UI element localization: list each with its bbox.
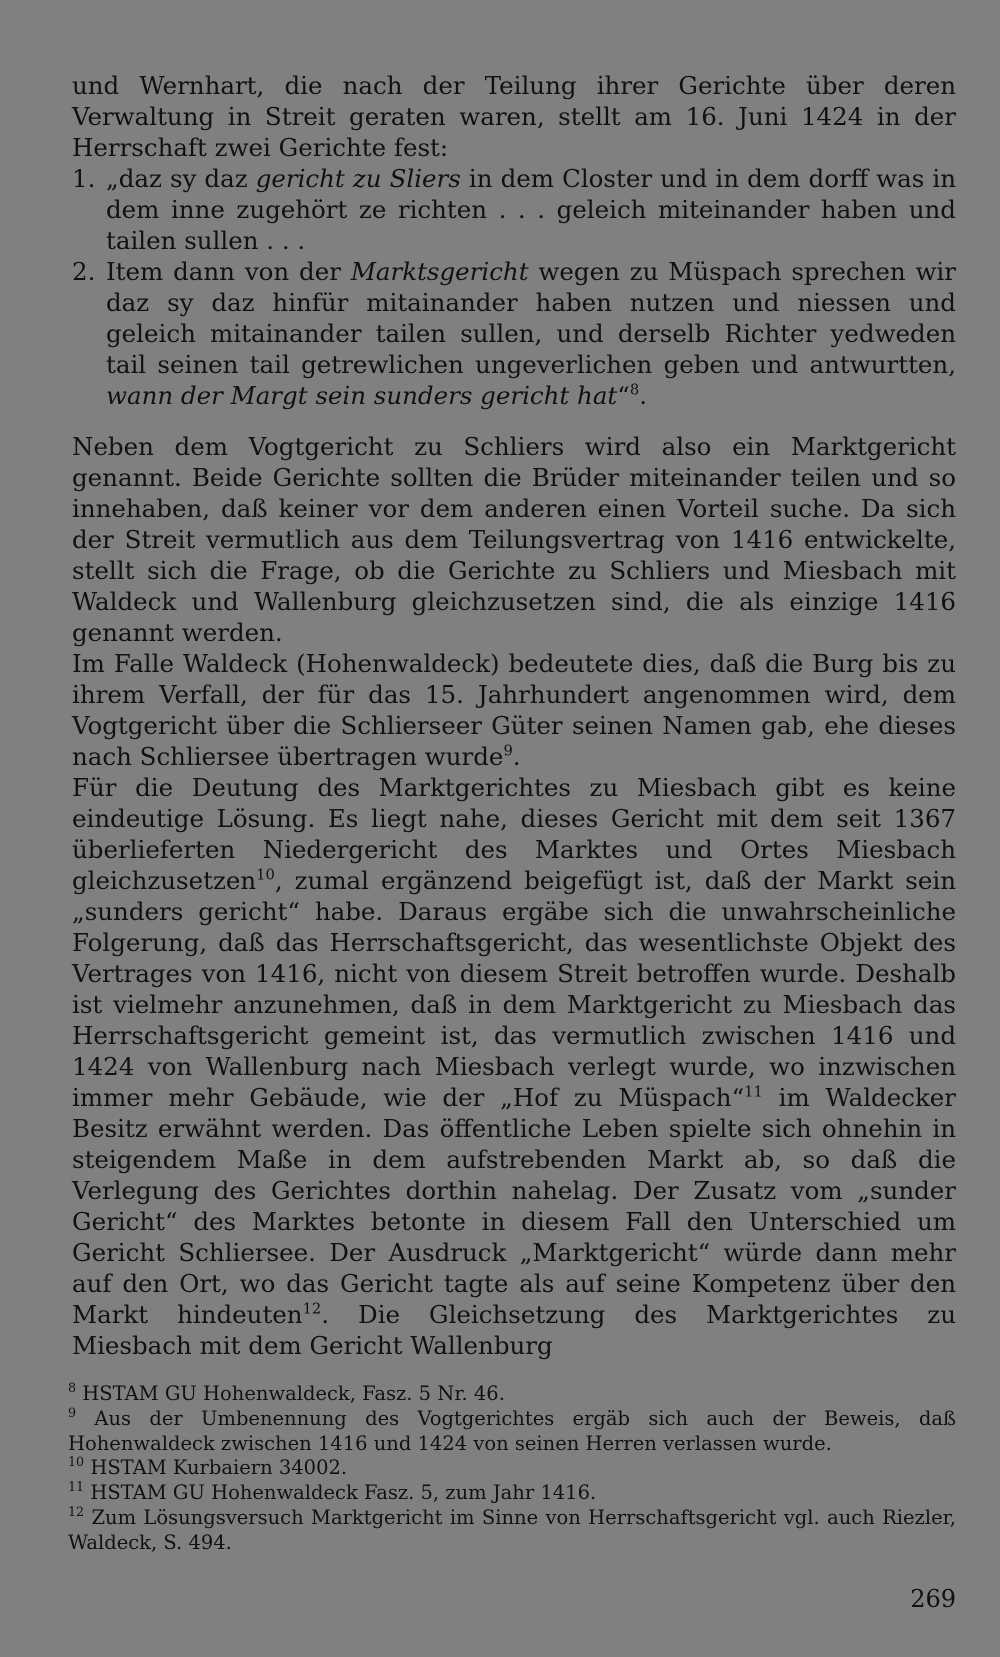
paragraph-text: im Waldecker Besitz erwähnt werden. Das öffentliche Leben spielte sich ohnehin in steigendem Maße in dem aufstrebenden Markt ab, so daß die Verlegung des Gerichtes dorthin nahelag. Der Zusatz vom „sunder Gericht“ des Marktes betonte in diesem Fall den Unterschied um Gericht Schliersee. Der Ausdruck „Marktgericht“ würde dann mehr auf den Ort, wo das Gericht tagte als auf seine Kompetenz über den Markt hindeuten — [72, 1083, 956, 1329]
list-item-1 — [72, 163, 956, 256]
intro-paragraph: und Wernhart, die nach der Teilung ihrer Gerichte über deren Verwaltung in Streit geraten waren, stellt am 16. Juni 1424 in der Herrschaft zwei Gerichte fest: — [72, 71, 956, 162]
footnote-12 — [68, 1503, 956, 1556]
footnote-9 — [68, 1404, 956, 1457]
paragraph-2 — [72, 648, 956, 772]
emphasis-text: wann der Margt sein sunders gericht hat — [106, 381, 618, 410]
footnote-text: Zum Lösungsversuch Marktgericht im Sinne von Herrschaftsgericht vgl. auch Riezler, Waldeck, S. 494. — [68, 1505, 956, 1554]
list-number: 2. — [72, 257, 96, 286]
quote-mark: “ — [617, 381, 630, 410]
footnote-8 — [68, 1379, 956, 1407]
quote-text: . — [639, 381, 647, 410]
footnote-mark: 12 — [68, 1503, 85, 1519]
footnote-ref: 8 — [629, 381, 640, 399]
emphasis-text: gericht zu Sliers — [255, 164, 461, 193]
footnote-text: HSTAM GU Hohenwaldeck Fasz. 5, zum Jahr 1416. — [90, 1481, 597, 1505]
quote-text: Item dann von der — [106, 257, 351, 286]
quote-text: „daz sy daz — [106, 164, 256, 193]
paragraph-text: , zumal ergänzend beigefügt ist, daß der Markt sein „sunders gericht“ habe. Daraus ergäbe sich die unwahrscheinliche Folgerung, daß das Herrschaftsgericht, das wesentlichste Objekt des Vertrages von 1416, nicht von diesem Streit betroffen wurde. Deshalb ist vielmehr anzunehmen, daß in dem Marktgericht zu Miesbach das Herrschaftsgericht gemeint ist, das vermutlich zwischen 1416 und 1424 von Wallenburg nach Miesbach verlegt wurde, wo inzwischen immer mehr Gebäude, wie der „Hof zu Müspach“ — [72, 866, 956, 1112]
main-text — [72, 70, 956, 1361]
footnote-text: Aus der Umbenennung des Vogtgerichtes ergäb sich auch der Beweis, daß Hohenwaldeck zwischen 1416 und 1424 von seinen Herren verlassen wurde. — [68, 1406, 956, 1455]
paragraph-3 — [72, 772, 956, 1361]
list-text — [106, 256, 956, 411]
emphasis-text: Marktsgericht — [350, 257, 529, 286]
footnote-mark: 9 — [68, 1404, 77, 1420]
paragraph-text: . Die Gleichsetzung des Marktgerichtes zu Miesbach mit dem Gericht Wallenburg — [72, 1300, 956, 1360]
quote-text: in dem Closter und in dem dorff was in dem inne zugehört ze richten . . . geleich miteinander haben und tailen sullen . . . — [106, 164, 957, 255]
footnote-text: HSTAM GU Hohenwaldeck, Fasz. 5 Nr. 46. — [82, 1382, 505, 1405]
footnote-ref: 12 — [302, 1300, 322, 1318]
quote-text: wegen zu Müspach sprechen wir daz sy daz hinfür mitainander haben nutzen und niessen und geleich mitainander tailen sullen, und derselb Richter yedweden tail seinen tail getrewlichen ungeverlichen geben und antwurtten, — [106, 257, 956, 379]
paragraph-text: Für die Deutung des Marktgerichtes zu Miesbach gibt es keine eindeutige Lösung. Es liegt nahe, dieses Gericht mit dem seit 1367 überlieferten Niedergericht des Marktes und Ortes Miesbach gleichzusetzen — [72, 773, 956, 895]
paragraph-gap — [72, 411, 956, 431]
footnote-11 — [68, 1478, 956, 1506]
page-number: 269 — [910, 1585, 956, 1613]
paragraph-1: Neben dem Vogtgericht zu Schliers wird also ein Marktgericht genannt. Beide Gerichte sollten die Brüder miteinander teilen und so innehaben, daß keiner vor dem anderen einen Vorteil suche. Da sich der Streit vermutlich aus dem Teilungsvertrag von 1416 entwickelte, stellt sich die Frage, ob die Gerichte zu Schliers und Miesbach mit Waldeck und Wallenburg gleichzusetzen sind, die als einzige 1416 genannt werden. — [72, 432, 956, 647]
footnote-ref: 11 — [744, 1083, 763, 1101]
footnote-mark: 10 — [68, 1454, 85, 1470]
list-number: 1. — [72, 164, 96, 193]
list-text — [106, 163, 956, 256]
footnotes — [68, 1379, 956, 1556]
paragraph-text: Im Falle Waldeck (Hohenwaldeck) bedeutete dies, daß die Burg bis zu ihrem Verfall, der für das 15. Jahrhundert angenommen wird, dem Vogtgericht über die Schlierseer Güter seinen Namen gab, ehe dieses nach Schliersee übertragen wurde — [72, 649, 956, 771]
footnote-text: HSTAM Kurbaiern 34002. — [90, 1456, 348, 1480]
footnote-mark: 11 — [68, 1478, 85, 1494]
footnote-ref: 10 — [256, 866, 275, 884]
footnote-ref: 9 — [503, 742, 513, 760]
paragraph-text: . — [512, 742, 521, 771]
list-item-2 — [72, 256, 956, 411]
footnote-10 — [68, 1456, 956, 1481]
footnote-mark: 8 — [68, 1379, 77, 1395]
